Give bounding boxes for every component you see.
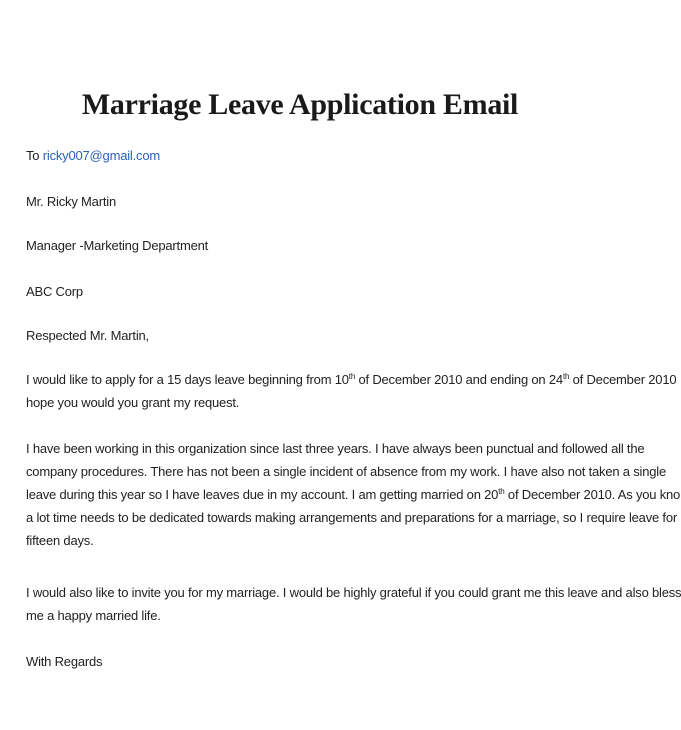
company-name: ABC Corp bbox=[26, 284, 83, 299]
paragraph-line bbox=[26, 368, 677, 391]
text-segment: of December 2010 bbox=[569, 372, 677, 387]
recipient-name: Mr. Ricky Martin bbox=[26, 194, 116, 209]
paragraph-line: fifteen days. bbox=[26, 533, 94, 548]
paragraph-line: hope you would you grant my request. bbox=[26, 395, 240, 410]
text-segment: of December 2010. As you kno bbox=[504, 487, 681, 502]
paragraph-line: company procedures. There has not been a single incident of absence from my work. I have also not taken a single bbox=[26, 464, 667, 479]
ordinal-suffix: th bbox=[498, 487, 505, 496]
closing: With Regards bbox=[26, 654, 103, 669]
paragraph-reason bbox=[26, 437, 681, 552]
ordinal-suffix: th bbox=[348, 372, 356, 381]
paragraph-line: a lot time needs to be dedicated towards making arrangements and preparations for a marriage, so I require leave for bbox=[26, 510, 678, 525]
paragraph-line bbox=[26, 483, 681, 506]
text-segment: of December 2010 and ending on 24 bbox=[355, 372, 563, 387]
paragraph-invitation bbox=[26, 581, 681, 627]
paragraph-line: I would also like to invite you for my marriage. I would be highly grateful if you could grant me this leave and also bless bbox=[26, 585, 681, 600]
paragraph-line: I have been working in this organization since last three years. I have always been punctual and followed all the bbox=[26, 441, 645, 456]
ordinal-suffix: th bbox=[562, 372, 570, 381]
paragraph-line: me a happy married life. bbox=[26, 608, 161, 623]
recipient-email-link[interactable]: ricky007@gmail.com bbox=[42, 148, 160, 163]
to-label: To bbox=[26, 148, 43, 163]
text-segment: I would like to apply for a 15 days leave beginning from 10 bbox=[26, 372, 349, 387]
salutation: Respected Mr. Martin, bbox=[26, 328, 149, 343]
document-title: Marriage Leave Application Email bbox=[81, 88, 519, 121]
paragraph-leave-request bbox=[26, 368, 677, 414]
text-segment: leave during this year so I have leaves due in my account. I am getting married on 20 bbox=[26, 487, 499, 502]
recipient-title: Manager -Marketing Department bbox=[26, 238, 209, 253]
to-line bbox=[26, 148, 160, 163]
